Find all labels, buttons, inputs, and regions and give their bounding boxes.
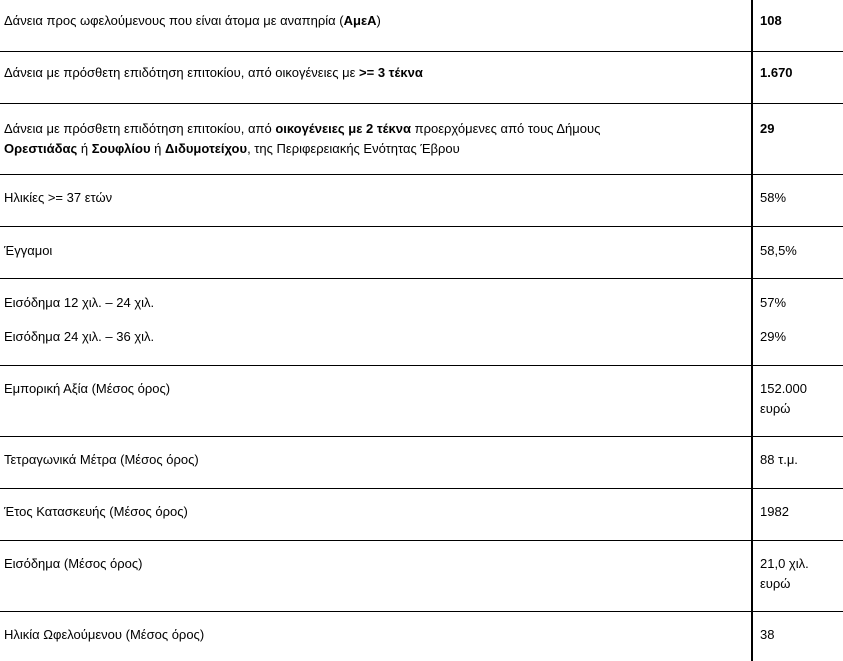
value-line [760,451,840,469]
label-line [4,555,142,573]
text-run: , της Περιφερειακής Ενότητας Έβρου [247,141,460,156]
row-label [4,279,747,366]
label-line [4,242,52,260]
value-line [760,328,840,346]
text-run: Δάνεια με πρόσθετη επιδότηση επιτοκίου, από [4,121,276,136]
label-line [4,328,154,346]
row-3-children-loans [0,52,843,104]
row-value [760,541,843,612]
row-label [4,0,747,52]
bold-text: Σουφλίου [91,141,151,156]
value-line [760,400,840,418]
row-label [4,437,747,489]
row-label [4,227,747,279]
row-label [4,52,747,104]
value-line [760,189,840,207]
value-line [760,575,840,593]
row-value [760,437,843,489]
label-line [4,294,154,312]
row-ameA-loans [0,0,843,52]
text-run: Ηλικία Ωφελούμενου (Μέσος όρος) [4,627,205,642]
value-line [760,242,840,260]
bold-text: Διδυμοτείχου [165,141,248,156]
text-run: 29% [760,329,787,344]
row-value [760,366,843,437]
text-run: Δάνεια προς ωφελούμενους που είναι άτομα με αναπηρία ( [4,13,344,28]
text-run: Έτος Κατασκευής (Μέσος όρος) [4,504,188,519]
row-beneficiary-age [0,612,843,661]
text-run: 1982 [760,504,789,519]
row-label [4,104,747,175]
label-line [4,451,199,469]
row-age-37 [0,175,843,227]
label-line [4,380,170,398]
text-run: Έγγαμοι [4,243,53,258]
value-line [760,380,840,398]
text-run: Εισόδημα 24 χιλ. – 36 χιλ. [4,329,155,344]
label-line [4,64,423,82]
text-run: Τετραγωνικά Μέτρα (Μέσος όρος) [4,452,199,467]
bold-text: ΑμεΑ [343,13,377,28]
row-value [760,612,843,661]
label-line [4,120,600,138]
row-label [4,541,747,612]
row-income-average [0,541,843,612]
row-label [4,489,747,541]
row-value [760,279,843,366]
value-line [760,294,840,312]
row-2-children-loans [0,104,843,175]
bold-text: 108 [760,13,782,28]
column-divider [751,0,753,661]
value-line [760,503,840,521]
text-run: Εισόδημα 12 χιλ. – 24 χιλ. [4,295,155,310]
text-run: ή [150,141,166,156]
bold-text: Ορεστιάδας [4,141,78,156]
text-run: ) [376,13,381,28]
text-run: 21,0 χιλ. [760,556,809,571]
text-run: 38 [760,627,775,642]
row-label [4,175,747,227]
row-value [760,489,843,541]
text-run: 57% [760,295,787,310]
row-value [760,175,843,227]
row-label [4,366,747,437]
row-value [760,227,843,279]
row-married [0,227,843,279]
text-run: ευρώ [760,576,791,591]
row-square-meters [0,437,843,489]
label-line [4,189,112,207]
label-line [4,140,460,158]
bold-text: 29 [760,121,775,136]
row-value [760,0,843,52]
label-line [4,626,204,644]
value-line [760,12,840,30]
row-income-bands [0,279,843,366]
text-run: 58,5% [760,243,797,258]
text-run: Εμπορική Αξία (Μέσος όρος) [4,381,171,396]
text-run: Εισόδημα (Μέσος όρος) [4,556,143,571]
row-value [760,104,843,175]
text-run: ή [77,141,92,156]
value-line [760,626,840,644]
label-line [4,503,188,521]
bold-text: >= 3 τέκνα [359,65,423,80]
row-commercial-value [0,366,843,437]
text-run: 88 τ.μ. [760,452,798,467]
text-run: ευρώ [760,401,791,416]
bold-text: οικογένειες με 2 τέκνα [275,121,411,136]
text-run: Ηλικίες >= 37 ετών [4,190,113,205]
row-value [760,52,843,104]
value-line [760,555,840,573]
text-run: Δάνεια με πρόσθετη επιδότηση επιτοκίου, από οικογένειες με [4,65,360,80]
row-label [4,612,747,661]
label-line [4,12,381,30]
bold-text: 1.670 [760,65,793,80]
value-line [760,64,840,82]
text-run: 58% [760,190,787,205]
row-construction-year [0,489,843,541]
text-run: 152.000 [760,381,807,396]
value-line [760,120,840,138]
text-run: προερχόμενες από τους Δήμους [411,121,601,136]
